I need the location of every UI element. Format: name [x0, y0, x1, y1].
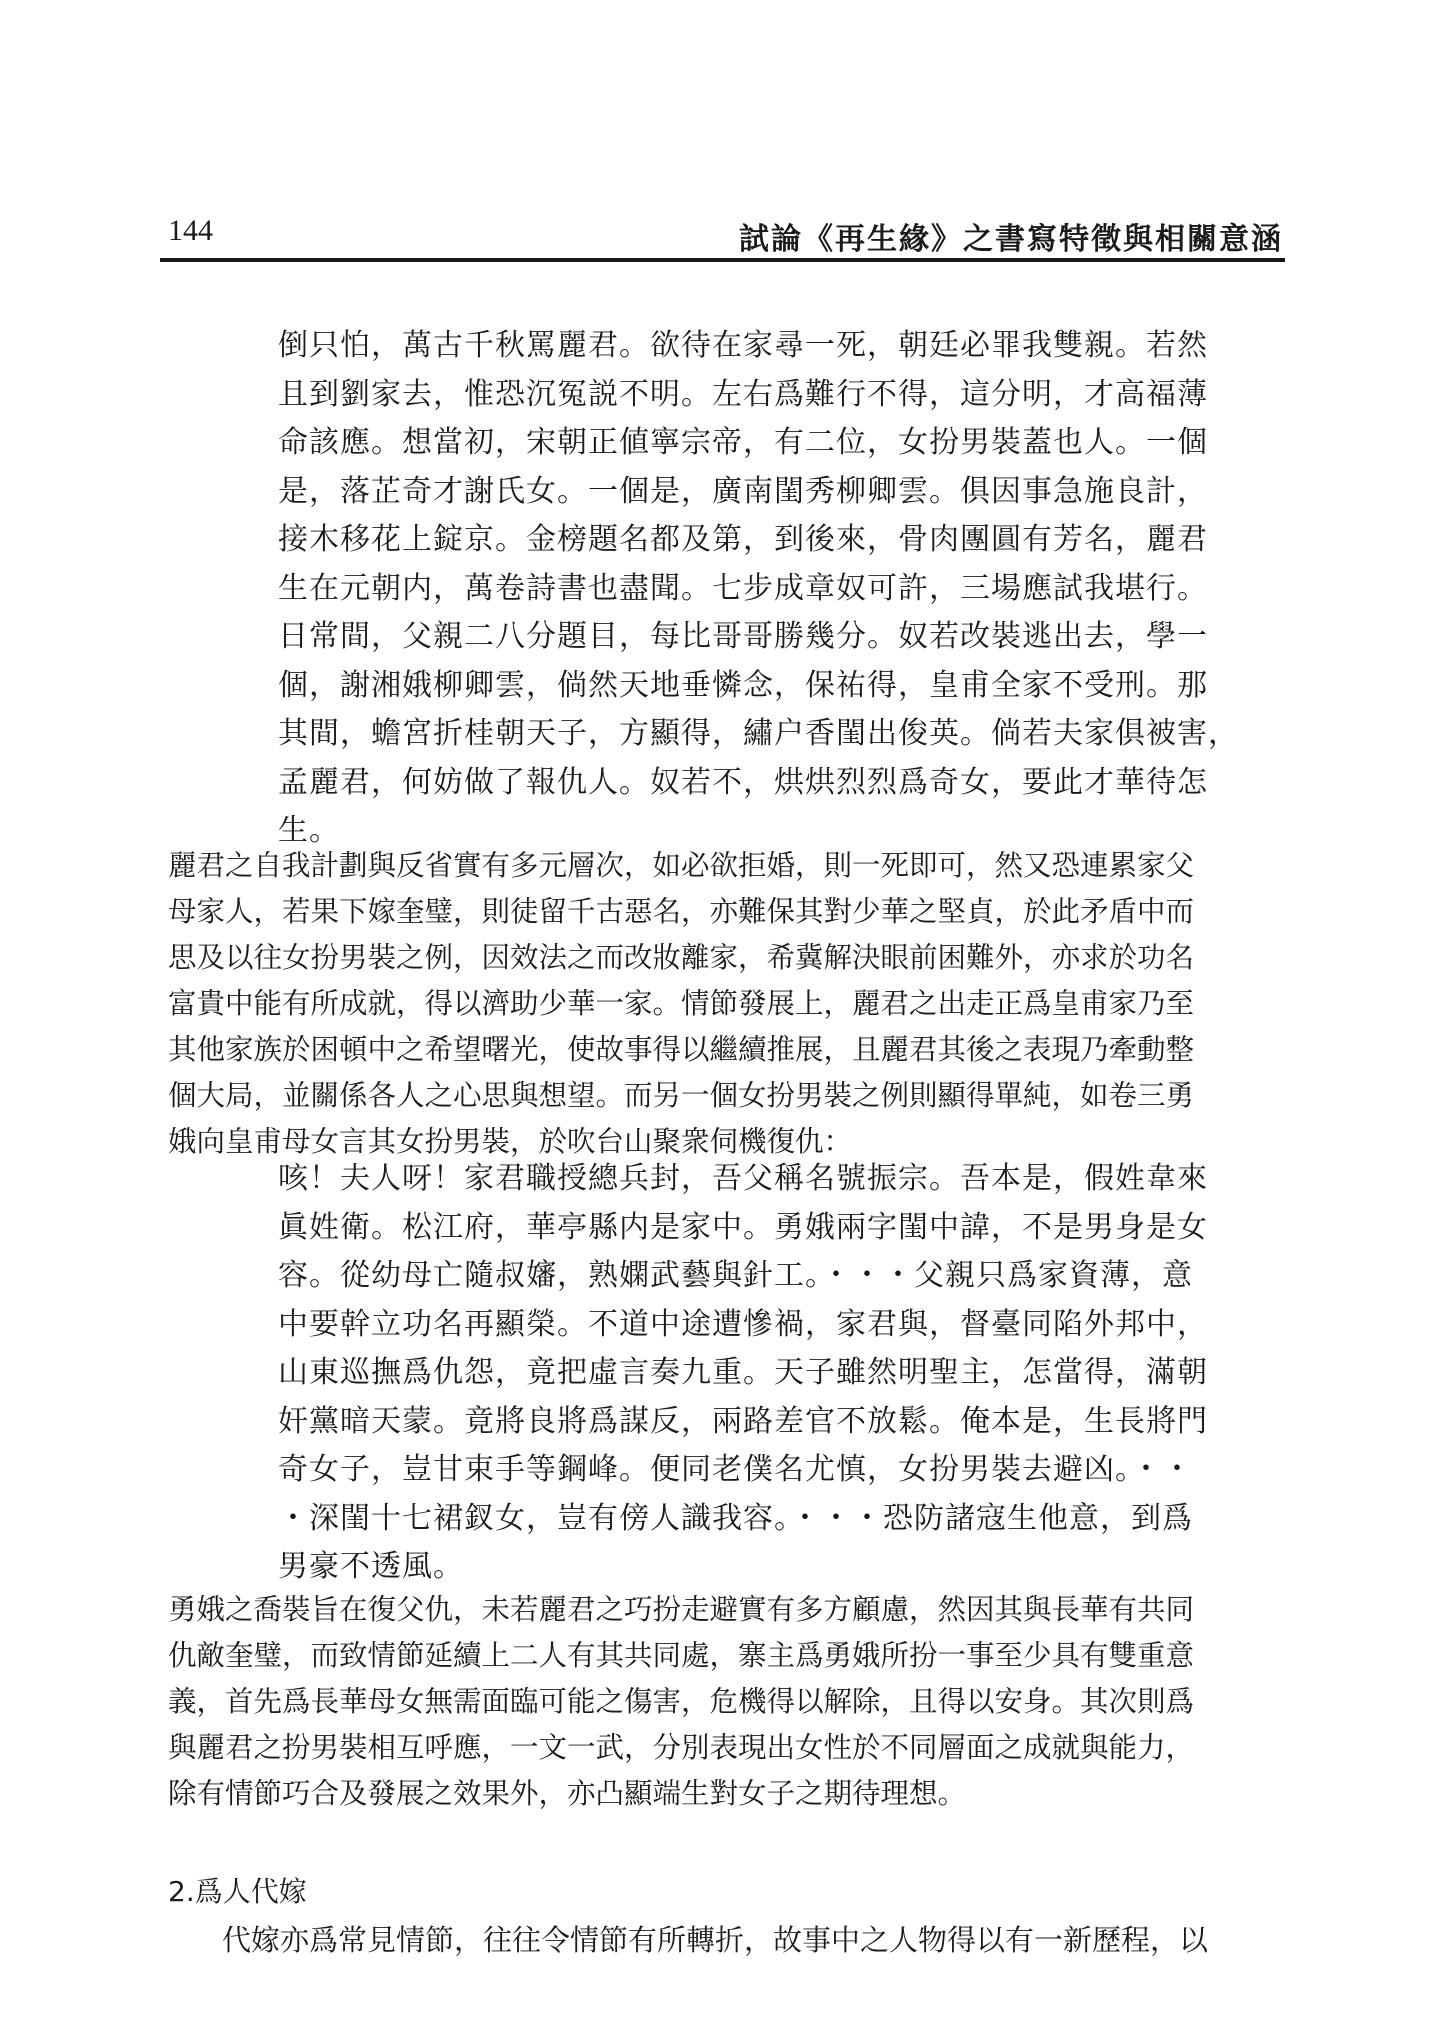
- quote-line: 男豪不透風。: [278, 1549, 464, 1584]
- quote-line: 奸黨暗天蒙。竟將良將爲謀反，兩路差官不放鬆。俺本是，生長將門: [278, 1403, 1208, 1439]
- quote-block-2: [278, 1155, 1285, 1592]
- quote-line: 其間，蟾宮折桂朝天子，方顯得，繡户香閨出俊英。倘若夫家俱被害，: [278, 716, 1239, 751]
- quote-line: 孟麗君，何妨做了報仇人。奴若不，烘烘烈烈爲奇女，要此才華待怎: [278, 764, 1208, 800]
- quote-line: 咳！夫人呀！家君職授總兵封，吾父稱名號振宗。吾本是，假姓韋來: [278, 1161, 1208, 1196]
- body-line: 與麗君之扮男裝相互呼應，一文一武，分別表現出女性於不同層面之成就與能力，: [168, 1731, 1195, 1764]
- page-number: 144: [168, 214, 213, 247]
- quote-line: 個，謝湘娥柳卿雲，倘然天地垂憐念，保祐得，皇甫全家不受刑。那: [278, 667, 1208, 703]
- body-line: 娥向皇甫母女言其女扮男裝，於吹台山聚衆伺機復仇：: [168, 1125, 853, 1158]
- body-line: 除有情節巧合及發展之效果外，亦凸顯端生對女子之期待理想。: [168, 1777, 967, 1810]
- body-line: 富貴中能有所成就，得以濟助少華一家。情節發展上，麗君之出走正爲皇甫家乃至: [168, 987, 1195, 1020]
- running-title: 試論《再生緣》之書寫特徵與相關意涵: [739, 222, 1283, 257]
- body-paragraph-1: [168, 843, 1285, 1165]
- quote-line: 容。從幼母亡隨叔嬸，熟嫻武藝與針工。・・・父親只爲家資薄，意: [278, 1258, 1193, 1293]
- quote-line: 中要幹立功名再顯榮。不道中途遭慘禍，家君與，督臺同陷外邦中，: [278, 1306, 1208, 1342]
- body-line: 仇敵奎璧，而致情節延續上二人有其共同處，寨主爲勇娥所扮一事至少具有雙重意: [168, 1639, 1195, 1672]
- body-line: 義，首先爲長華母女無需面臨可能之傷害，危機得以解除，且得以安身。其次則爲: [168, 1685, 1195, 1718]
- quote-line: 接木移花上錠京。金榜題名都及第，到後來，骨肉團圓有芳名，麗君: [278, 522, 1208, 557]
- quote-line: 日常間，父親二八分題目，每比哥哥勝幾分。奴若改裝逃出去，學一: [278, 619, 1208, 654]
- body-line: 麗君之自我計劃與反省實有多元層次，如必欲拒婚，則一死即可，然又恐連累家父: [168, 849, 1195, 882]
- quote-line: 生在元朝内，萬卷詩書也盡聞。七步成章奴可許，三場應試我堪行。: [278, 570, 1208, 606]
- body-line: 個大局，並關係各人之心思與想望。而另一個女扮男裝之例則顯得單純，如卷三勇: [168, 1079, 1195, 1112]
- quote-line: 眞姓衛。松江府，華亭縣内是家中。勇娥兩字閨中諱，不是男身是女: [278, 1209, 1208, 1245]
- body-paragraph-2: [168, 1587, 1285, 1817]
- body-line: 母家人，若果下嫁奎璧，則徒留千古惡名，亦難保其對少華之堅貞，於此矛盾中而: [168, 895, 1195, 928]
- body-line: 勇娥之喬裝旨在復父仇，未若麗君之巧扮走避實有多方顧慮，然因其與長華有共同: [168, 1593, 1195, 1626]
- quote-line: 且到劉家去，惟恐沉冤説不明。左右爲難行不得，這分明，才高福薄: [278, 376, 1208, 412]
- header-rule: [160, 258, 1285, 262]
- body-paragraph-3: 代嫁亦爲常見情節，往往令情節有所轉折，故事中之人物得以有一新歷程，以: [222, 1923, 1209, 1957]
- quote-line: 命該應。想當初，宋朝正値寧宗帝，有二位，女扮男裝蓋也人。一個: [278, 425, 1208, 460]
- quote-line: 生。: [278, 813, 340, 848]
- body-line: 其他家族於困頓中之希望曙光，使故事得以繼續推展，且麗君其後之表現乃牽動整: [168, 1033, 1195, 1066]
- quote-line: 奇女子，豈甘束手等鋼峰。便同老僕名尤慎，女扮男裝去避凶。・・: [278, 1452, 1193, 1487]
- quote-line: 倒只怕，萬古千秋罵麗君。欲待在家尋一死，朝廷必罪我雙親。若然: [278, 328, 1208, 363]
- quote-line: 山東巡撫爲仇怨，竟把虛言奏九重。天子雖然明聖主，怎當得，滿朝: [278, 1355, 1208, 1390]
- quote-block-1: [278, 322, 1285, 856]
- quote-line: 是，落芷奇才謝氏女。一個是，廣南閨秀柳卿雲。俱因事急施良計，: [278, 473, 1208, 509]
- quote-line: ・深閨十七裙釵女，豈有傍人識我容。・・・恐防諸寇生他意，到爲: [278, 1500, 1193, 1536]
- body-line: 思及以往女扮男裝之例，因效法之而改妝離家，希冀解決眼前困難外，亦求於功名: [168, 941, 1195, 974]
- section-heading: 2.爲人代嫁: [168, 1875, 307, 1908]
